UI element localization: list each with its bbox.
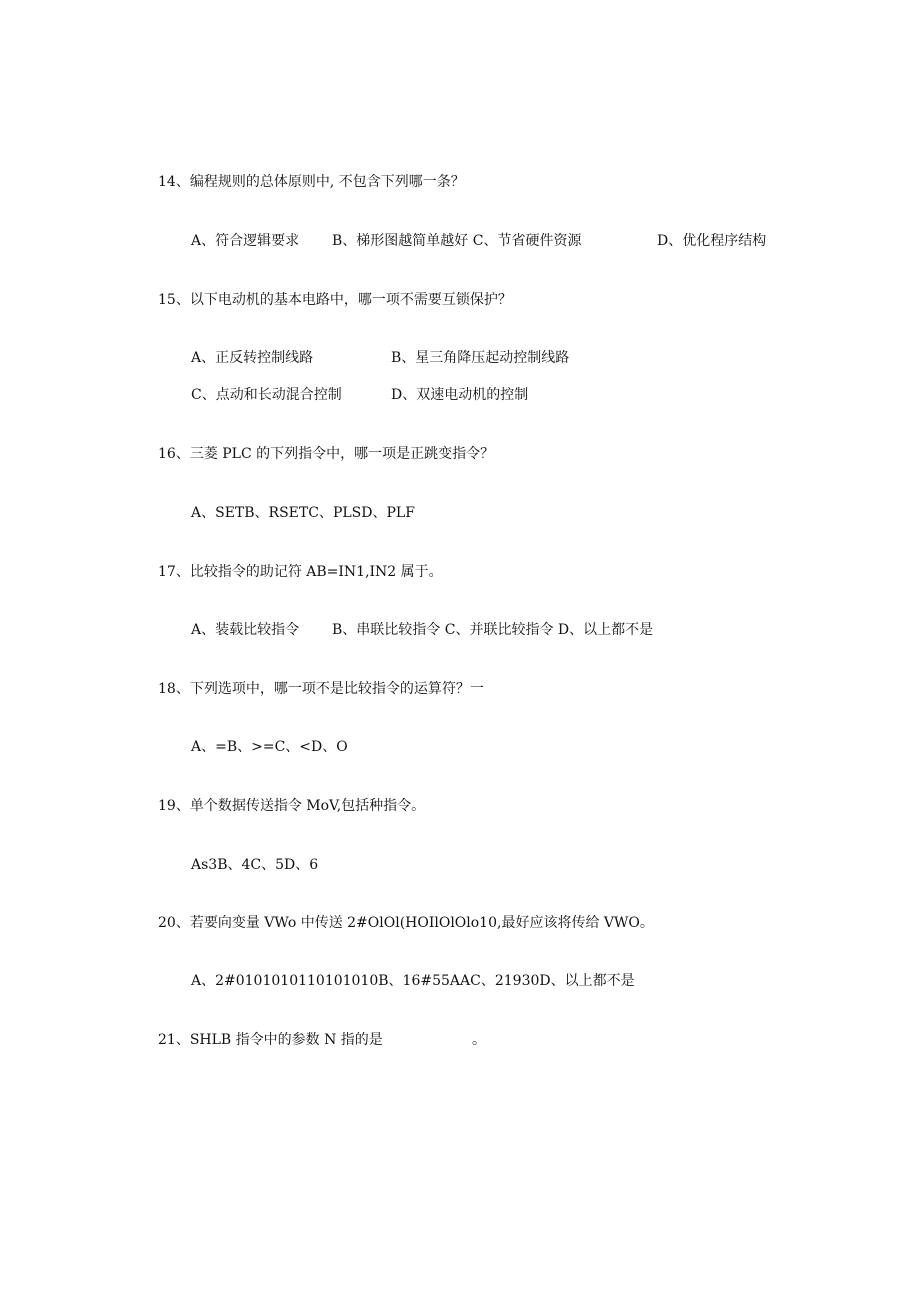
question-20-options: A、2#0101010110101010B、16#55AAC、21930D、以上都不是 [191,973,635,989]
option-c: C、点动和长动混合控制 [191,387,342,403]
question-20-stem: 20、若要向变量 VWo 中传送 2#OlOl(HOIlOlOlo10,最好应该将传给 VWO。 [158,915,654,931]
question-21-stem: 21、SHLB 指令中的参数 N 指的是 [158,1032,383,1048]
option-d: D、双速电动机的控制 [391,387,529,403]
option-a: A、装载比较指令 [191,622,300,638]
option-d: D、优化程序结构 [657,233,767,249]
question-15-stem: 15、以下电动机的基本电路中，哪一项不需要互锁保护？ [158,292,512,308]
option-a: A、正反转控制线路 [191,350,314,366]
question-21-blank-end: 。 [472,1032,486,1048]
question-19-stem: 19、单个数据传送指令 MoV,包括种指令。 [158,798,426,814]
question-18-options: A、=B、>=C、<D、O [191,739,348,755]
option-b-c-d: B、串联比较指令 C、并联比较指令 D、以上都不是 [332,622,654,638]
question-14-stem: 14、编程规则的总体原则中, 不包含下列哪一条？ [158,174,465,190]
option-a: A、符合逻辑要求 [191,233,300,249]
option-b: B、星三角降压起动控制线路 [391,350,570,366]
option-b-c: B、梯形图越简单越好 C、节省硬件资源 [332,233,582,249]
question-19-options: As3B、4C、5D、6 [191,857,319,873]
question-17-stem: 17、比较指令的助记符 AB=IN1,IN2 属于。 [158,564,443,580]
question-18-stem: 18、下列选项中，哪一项不是比较指令的运算符？一 [158,681,484,697]
question-16-stem: 16、三菱 PLC 的下列指令中，哪一项是正跳变指令？ [158,446,495,462]
question-16-options: A、SETB、RSETC、PLSD、PLF [191,505,415,521]
